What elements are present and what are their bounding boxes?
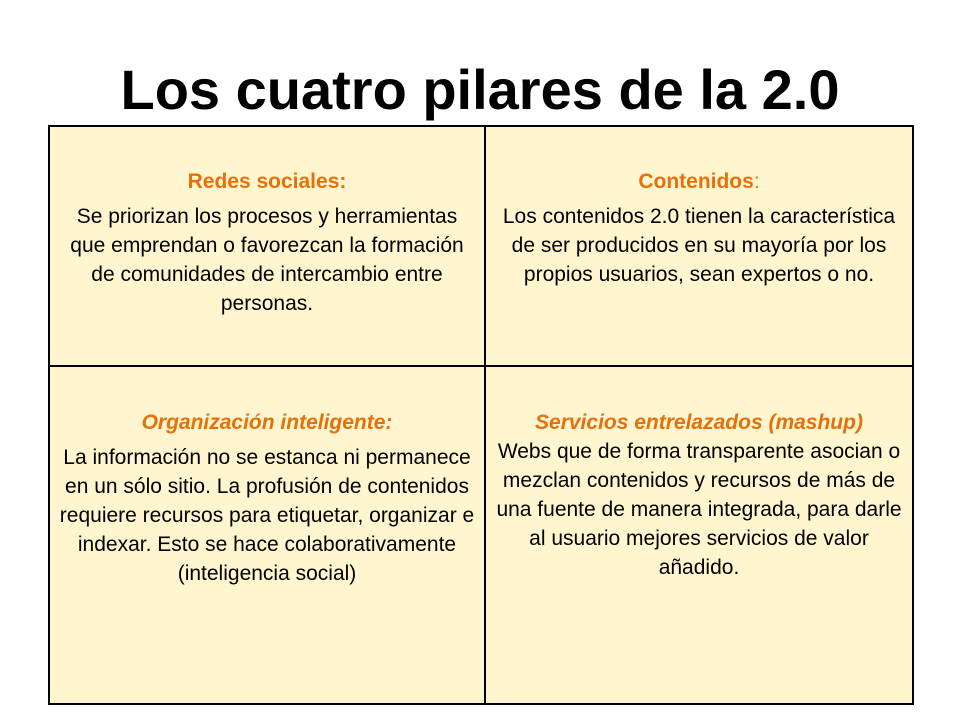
pillar-organizacion-inteligente [50, 367, 486, 703]
pillar-body: Se priorizan los procesos y herramientas que emprendan o favorezcan la formación de comunidades de intercambio entre personas. [70, 205, 464, 315]
pillar-redes-sociales [50, 127, 486, 367]
pillar-heading: Redes sociales: [187, 170, 347, 193]
pillar-contenidos [486, 127, 912, 367]
pillar-body: La información no se estanca ni permanece en un sólo sitio. La profusión de contenidos requiere recursos para etiquetar, organizar e indexar. Esto se hace colaborativamente (inteligencia social) [59, 446, 475, 585]
pillar-body: Webs que de forma transparente asocian o mezclan contenidos y recursos de más de una fuente de manera integrada, para darle al usuario mejores servicios de valor añadido. [496, 440, 902, 579]
slide-title: Los cuatro pilares de la 2.0 [120, 58, 840, 121]
pillar-heading: Contenidos [638, 170, 754, 193]
pillar-heading-suffix: : [753, 170, 760, 193]
pillar-servicios-entrelazados [486, 367, 912, 703]
pillar-heading-row [494, 167, 904, 196]
pillar-heading: Organización inteligente: [141, 411, 393, 434]
pillar-body: Los contenidos 2.0 tienen la característica de ser producidos en su mayoría por los propios usuarios, sean expertos o no. [502, 205, 896, 286]
pillars-table [48, 125, 914, 705]
pillar-heading: Servicios entrelazados (mashup) [535, 411, 863, 434]
